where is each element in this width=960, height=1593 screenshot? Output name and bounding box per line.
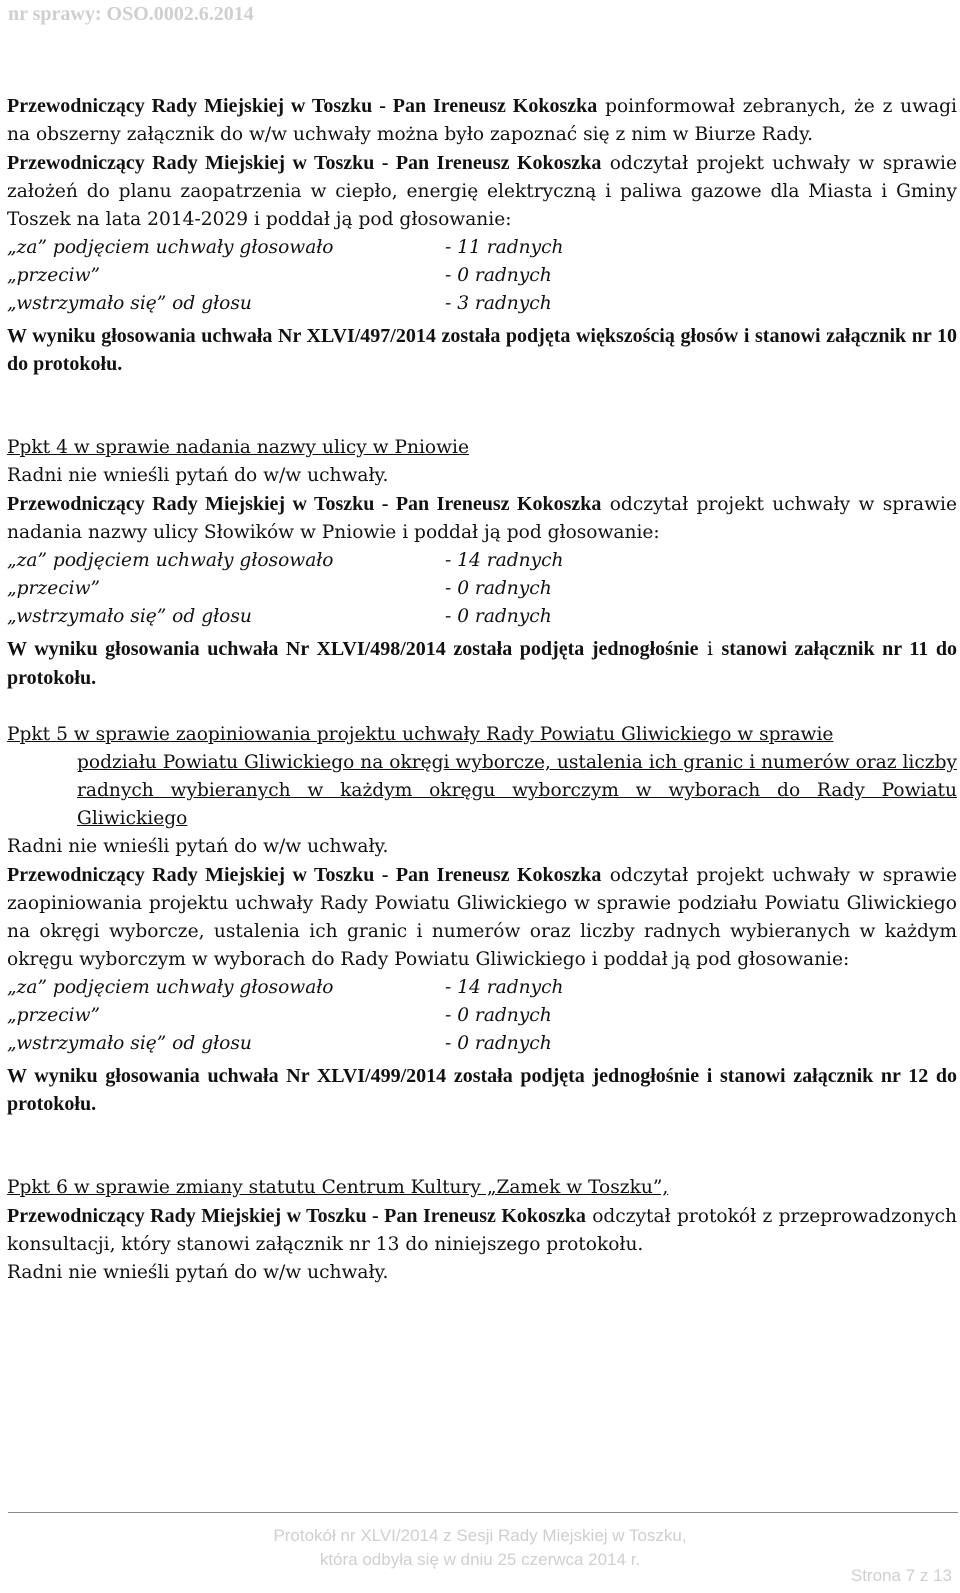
result-bold-2: stanowi załącznik nr 11 do protokołu. [7, 638, 957, 689]
vote-against-label: „przeciw” [7, 1005, 101, 1026]
vote-result-2 [7, 635, 957, 693]
paragraph-street-name [7, 490, 957, 547]
document-body [7, 92, 957, 1287]
ppkt6-title: Ppkt 6 w sprawie zmiany statutu Centrum Kultury „Zamek w Toszku”, [7, 1177, 669, 1198]
vote-table-1 [7, 234, 957, 318]
vote-against-label: „przeciw” [7, 578, 101, 599]
paragraph-text: odczytał protokół z przeprowadzonych konsultacji, który stanowi załącznik nr 13 do niniejszego protokołu. [7, 1206, 957, 1255]
vote-for-label: „za” podjęciem uchwały głosowało [7, 237, 334, 258]
case-number-header: nr sprawy: OSO.0002.6.2014 [8, 3, 254, 25]
page-number: Strona 7 z 13 [850, 1566, 952, 1585]
paragraph-heat-plan [7, 149, 957, 234]
ppkt5-title-line1: Ppkt 5 w sprawie zaopiniowania projektu uchwały Rady Powiatu Gliwickiego w sprawie [7, 724, 834, 745]
vote-table-2 [7, 547, 957, 631]
footer [0, 1524, 960, 1572]
vote-abstain-label: „wstrzymało się” od głosu [7, 1033, 252, 1054]
vote-abstain-label: „wstrzymało się” od głosu [7, 606, 252, 627]
vote-abstain-value: - 3 radnych [445, 293, 552, 314]
vote-against-label: „przeciw” [7, 265, 101, 286]
paragraph-culture-center [7, 1202, 957, 1259]
vote-abstain-value: - 0 radnych [445, 1033, 552, 1054]
paragraph-text: poinformował zebranych, że z uwagi na obszerny załącznik do w/w uchwały można było zapoznać się z nim w Biurze Rady. [7, 96, 957, 145]
result-normal: i [698, 639, 722, 660]
vote-against-value: - 0 radnych [445, 1005, 552, 1026]
vote-for-label: „za” podjęciem uchwały głosowało [7, 977, 334, 998]
vote-abstain-label: „wstrzymało się” od głosu [7, 293, 252, 314]
chair-name: Przewodniczący Rady Miejskiej w Toszku - Pan Ireneusz Kokoszka [7, 493, 602, 515]
vote-for-value: - 14 radnych [445, 977, 564, 998]
footer-divider [8, 1512, 958, 1513]
vote-for-value: - 14 radnych [445, 550, 564, 571]
ppkt6-no-questions: Radni nie wnieśli pytań do w/w uchwały. [7, 1262, 389, 1283]
chair-name: Przewodniczący Rady Miejskiej w Toszku - Pan Ireneusz Kokoszka [7, 864, 602, 886]
ppkt5-no-questions: Radni nie wnieśli pytań do w/w uchwały. [7, 836, 389, 857]
paragraph-info-attachment [7, 92, 957, 149]
footer-line-1: Protokół nr XLVI/2014 z Sesji Rady Miejskiej w Toszku, [273, 1526, 687, 1545]
vote-for-value: - 11 radnych [445, 237, 564, 258]
ppkt4-no-questions: Radni nie wnieśli pytań do w/w uchwały. [7, 465, 389, 486]
chair-name: Przewodniczący Rady Miejskiej w Toszku - Pan Ireneusz Kokoszka [7, 152, 602, 174]
result-bold: W wyniku głosowania uchwała Nr XLVI/498/2014 została podjęta jednogłośnie [7, 638, 699, 660]
paragraph-text: odczytał projekt uchwały w sprawie założeń do planu zaopatrzenia w ciepło, energię elektryczną i paliwa gazowe dla Miasta i Gminy Toszek na lata 2014-2029 i poddał ją pod głosowanie: [7, 153, 957, 230]
vote-table-3 [7, 974, 957, 1058]
vote-against-value: - 0 radnych [445, 265, 552, 286]
ppkt4-title: Ppkt 4 w sprawie nadania nazwy ulicy w Pniowie [7, 437, 469, 458]
vote-result-1: W wyniku głosowania uchwała Nr XLVI/497/2014 została podjęta większością głosów i stanowi załącznik nr 10 do protokołu. [7, 325, 957, 375]
vote-result-3: W wyniku głosowania uchwała Nr XLVI/499/2014 została podjęta jednogłośnie i stanowi załącznik nr 12 do protokołu. [7, 1065, 957, 1115]
paragraph-text: odczytał projekt uchwały w sprawie zaopiniowania projektu uchwały Rady Powiatu Gliwickiego w sprawie podziału Powiatu Gliwickiego na okręgi wyborcze, ustalenia ich granic i numerów oraz liczby radnych wybieranych w każdym okręgu wyborczym w wyborach do Rady Powiatu Gliwickiego i poddał ją pod głosowanie: [7, 865, 957, 970]
paragraph-text: odczytał projekt uchwały w sprawie nadania nazwy ulicy Słowików w Pniowie i poddał ją pod głosowanie: [7, 494, 957, 543]
footer-line-2: która odbyła się w dniu 25 czerwca 2014 r. [319, 1550, 641, 1569]
paragraph-district-opinion [7, 861, 957, 974]
vote-abstain-value: - 0 radnych [445, 606, 552, 627]
vote-against-value: - 0 radnych [445, 578, 552, 599]
chair-name: Przewodniczący Rady Miejskiej w Toszku - Pan Ireneusz Kokoszka [7, 1205, 586, 1227]
vote-for-label: „za” podjęciem uchwały głosowało [7, 550, 334, 571]
ppkt5-title-rest: podziału Powiatu Gliwickiego na okręgi wyborcze, ustalenia ich granic i numerów oraz liczby radnych wybieranych w każdym okręgu wyborczym w wyborach do Rady Powiatu Gliwickiego [77, 752, 957, 829]
chair-name: Przewodniczący Rady Miejskiej w Toszku - Pan Ireneusz Kokoszka [7, 95, 598, 117]
